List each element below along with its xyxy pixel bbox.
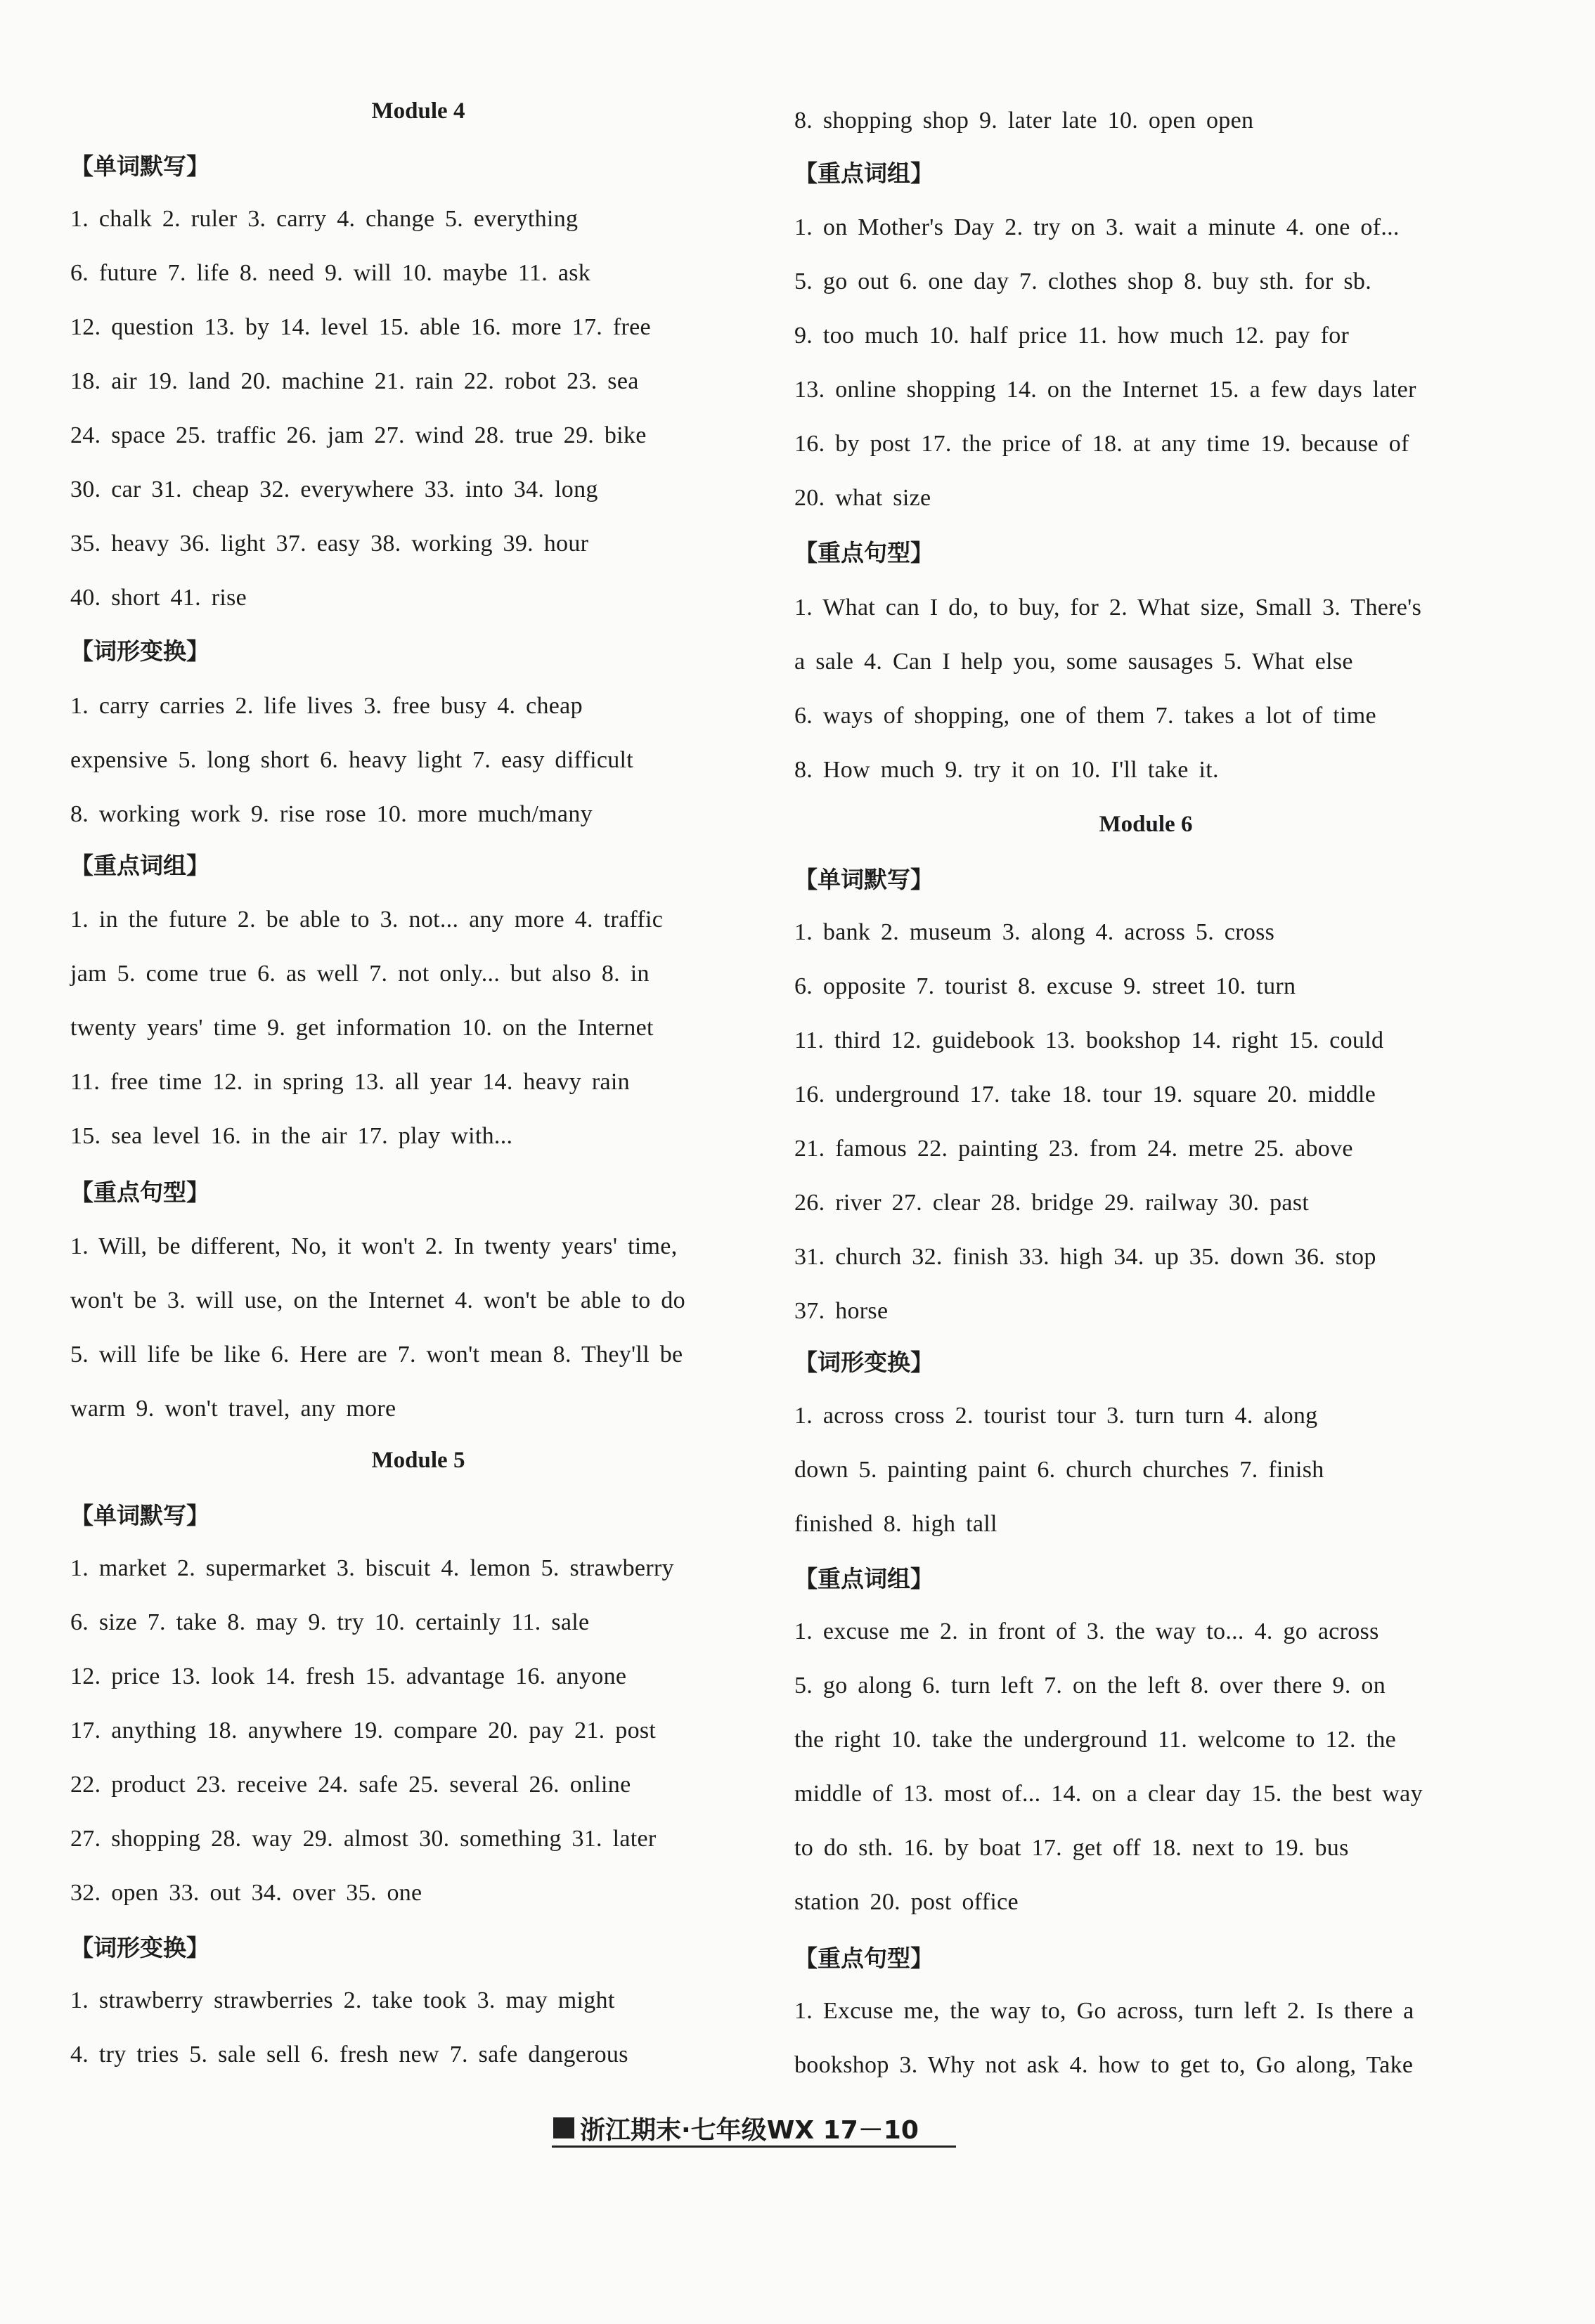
m4-key-phrases-line: 11. free time 12. in spring 13. all year 14. heavy rain (70, 1069, 630, 1095)
m5-word-dictation-line: 17. anything 18. anywhere 19. compare 20. pay 21. post (70, 1718, 657, 1744)
section-heading-key-phrases: 【重点词组】 (794, 1565, 934, 1592)
module-6-title: Module 6 (1099, 812, 1193, 837)
m5-word-forms-line: 4. try tries 5. sale sell 6. fresh new 7. safe dangerous (70, 2041, 628, 2067)
m6-key-phrases-line: station 20. post office (794, 1889, 1019, 1915)
page-footer (552, 2110, 956, 2148)
m6-word-dictation-line: 16. underground 17. take 18. tour 19. square 20. middle (794, 1082, 1376, 1108)
m5-word-forms-line: 8. shopping shop 9. later late 10. open open (794, 108, 1254, 134)
m6-word-dictation-line: 1. bank 2. museum 3. along 4. across 5. cross (794, 919, 1275, 945)
section-heading-word-dictation: 【单词默写】 (70, 1502, 209, 1529)
m4-word-dictation-line: 35. heavy 36. light 37. easy 38. working 39. hour (70, 531, 589, 557)
m6-word-dictation-line: 31. church 32. finish 33. high 34. up 35. down 36. stop (794, 1244, 1376, 1270)
m6-key-phrases-line: 5. go along 6. turn left 7. on the left 8. over there 9. on (794, 1673, 1386, 1699)
m6-key-phrases-line: 1. excuse me 2. in front of 3. the way to... 4. go across (794, 1618, 1379, 1644)
m4-word-forms-line: expensive 5. long short 6. heavy light 7. easy difficult (70, 747, 634, 773)
section-heading-word-forms: 【词形变换】 (794, 1349, 934, 1376)
m6-word-dictation-line: 21. famous 22. painting 23. from 24. metre 25. above (794, 1136, 1353, 1162)
m5-key-phrases-line: 5. go out 6. one day 7. clothes shop 8. buy sth. for sb. (794, 268, 1372, 294)
m6-word-forms-line: down 5. painting paint 6. church churches 7. finish (794, 1457, 1324, 1483)
m5-word-dictation-line: 12. price 13. look 14. fresh 15. advantage 16. anyone (70, 1663, 627, 1689)
footer-square-icon (553, 2117, 574, 2138)
section-heading-word-dictation: 【单词默写】 (794, 866, 934, 893)
footer-text: 浙江期末·七年级WX 17－10 (580, 2115, 919, 2145)
m5-word-forms-line: 1. strawberry strawberries 2. take took 3. may might (70, 1987, 615, 2013)
m5-word-dictation-line: 6. size 7. take 8. may 9. try 10. certainly 11. sale (70, 1609, 590, 1635)
m4-key-phrases-line: twenty years' time 9. get information 10. on the Internet (70, 1015, 654, 1041)
m5-key-sentences-line: 1. What can I do, to buy, for 2. What size, Small 3. There's (794, 595, 1422, 621)
m4-key-phrases-line: 1. in the future 2. be able to 3. not... any more 4. traffic (70, 907, 664, 933)
m6-word-forms-line: 1. across cross 2. tourist tour 3. turn turn 4. along (794, 1403, 1318, 1429)
m4-word-dictation-line: 40. short 41. rise (70, 585, 247, 611)
m5-key-phrases-line: 9. too much 10. half price 11. how much 12. pay for (794, 323, 1350, 349)
m6-word-dictation-line: 37. horse (794, 1298, 889, 1324)
section-heading-key-phrases: 【重点词组】 (794, 160, 934, 187)
module-5-title: Module 5 (371, 1448, 465, 1473)
section-heading-key-sentences: 【重点句型】 (794, 539, 934, 566)
m4-word-dictation-line: 24. space 25. traffic 26. jam 27. wind 28. true 29. bike (70, 422, 647, 448)
m4-key-sentences-line: 1. Will, be different, No, it won't 2. In twenty years' time, (70, 1233, 678, 1259)
section-heading-word-dictation: 【单词默写】 (70, 152, 209, 180)
m5-key-sentences-line: 6. ways of shopping, one of them 7. takes a lot of time (794, 703, 1376, 729)
m5-word-dictation-line: 1. market 2. supermarket 3. biscuit 4. lemon 5. strawberry (70, 1555, 674, 1581)
m4-word-forms-line: 8. working work 9. rise rose 10. more much/many (70, 801, 593, 827)
m6-key-sentences-line: bookshop 3. Why not ask 4. how to get to, Go along, Take (794, 2052, 1414, 2078)
m6-key-phrases-line: to do sth. 16. by boat 17. get off 18. next to 19. bus (794, 1835, 1349, 1861)
m5-key-sentences-line: 8. How much 9. try it on 10. I'll take it. (794, 757, 1219, 783)
m6-key-phrases-line: middle of 13. most of... 14. on a clear day 15. the best way (794, 1781, 1423, 1807)
m4-key-sentences-line: won't be 3. will use, on the Internet 4. won't be able to do (70, 1287, 685, 1313)
m5-word-dictation-line: 27. shopping 28. way 29. almost 30. something 31. later (70, 1826, 657, 1852)
m6-key-sentences-line: 1. Excuse me, the way to, Go across, turn left 2. Is there a (794, 1998, 1414, 2024)
m6-word-dictation-line: 26. river 27. clear 28. bridge 29. railway 30. past (794, 1190, 1310, 1216)
m5-key-phrases-line: 1. on Mother's Day 2. try on 3. wait a minute 4. one of... (794, 214, 1400, 240)
module-4-title: Module 4 (371, 98, 465, 124)
m4-key-sentences-line: 5. will life be like 6. Here are 7. won't mean 8. They'll be (70, 1342, 683, 1368)
m4-word-dictation-line: 6. future 7. life 8. need 9. will 10. maybe 11. ask (70, 260, 591, 286)
m5-key-phrases-line: 16. by post 17. the price of 18. at any time 19. because of (794, 431, 1409, 457)
m4-key-phrases-line: 15. sea level 16. in the air 17. play with... (70, 1123, 513, 1149)
m6-word-dictation-line: 6. opposite 7. tourist 8. excuse 9. street 10. turn (794, 973, 1296, 999)
m4-key-sentences-line: warm 9. won't travel, any more (70, 1396, 396, 1422)
m6-word-dictation-line: 11. third 12. guidebook 13. bookshop 14. right 15. could (794, 1027, 1384, 1053)
m6-word-forms-line: finished 8. high tall (794, 1511, 997, 1537)
m5-key-phrases-line: 20. what size (794, 485, 931, 511)
section-heading-word-forms: 【词形变换】 (70, 1934, 209, 1961)
section-heading-key-sentences: 【重点句型】 (794, 1945, 934, 1972)
m6-key-phrases-line: the right 10. take the underground 11. welcome to 12. the (794, 1727, 1397, 1753)
m5-word-dictation-line: 32. open 33. out 34. over 35. one (70, 1880, 422, 1906)
m4-word-dictation-line: 1. chalk 2. ruler 3. carry 4. change 5. everything (70, 206, 579, 232)
m4-key-phrases-line: jam 5. come true 6. as well 7. not only... but also 8. in (70, 961, 650, 987)
m5-word-dictation-line: 22. product 23. receive 24. safe 25. several 26. online (70, 1772, 631, 1798)
m4-word-forms-line: 1. carry carries 2. life lives 3. free busy 4. cheap (70, 693, 583, 719)
m5-key-phrases-line: 13. online shopping 14. on the Internet 15. a few days later (794, 377, 1416, 403)
section-heading-key-phrases: 【重点词组】 (70, 852, 209, 879)
m4-word-dictation-line: 18. air 19. land 20. machine 21. rain 22. robot 23. sea (70, 368, 639, 394)
m4-word-dictation-line: 30. car 31. cheap 32. everywhere 33. into 34. long (70, 476, 598, 502)
m5-key-sentences-line: a sale 4. Can I help you, some sausages 5. What else (794, 649, 1353, 675)
section-heading-word-forms: 【词形变换】 (70, 637, 209, 665)
m4-word-dictation-line: 12. question 13. by 14. level 15. able 16. more 17. free (70, 314, 651, 340)
section-heading-key-sentences: 【重点句型】 (70, 1179, 209, 1206)
